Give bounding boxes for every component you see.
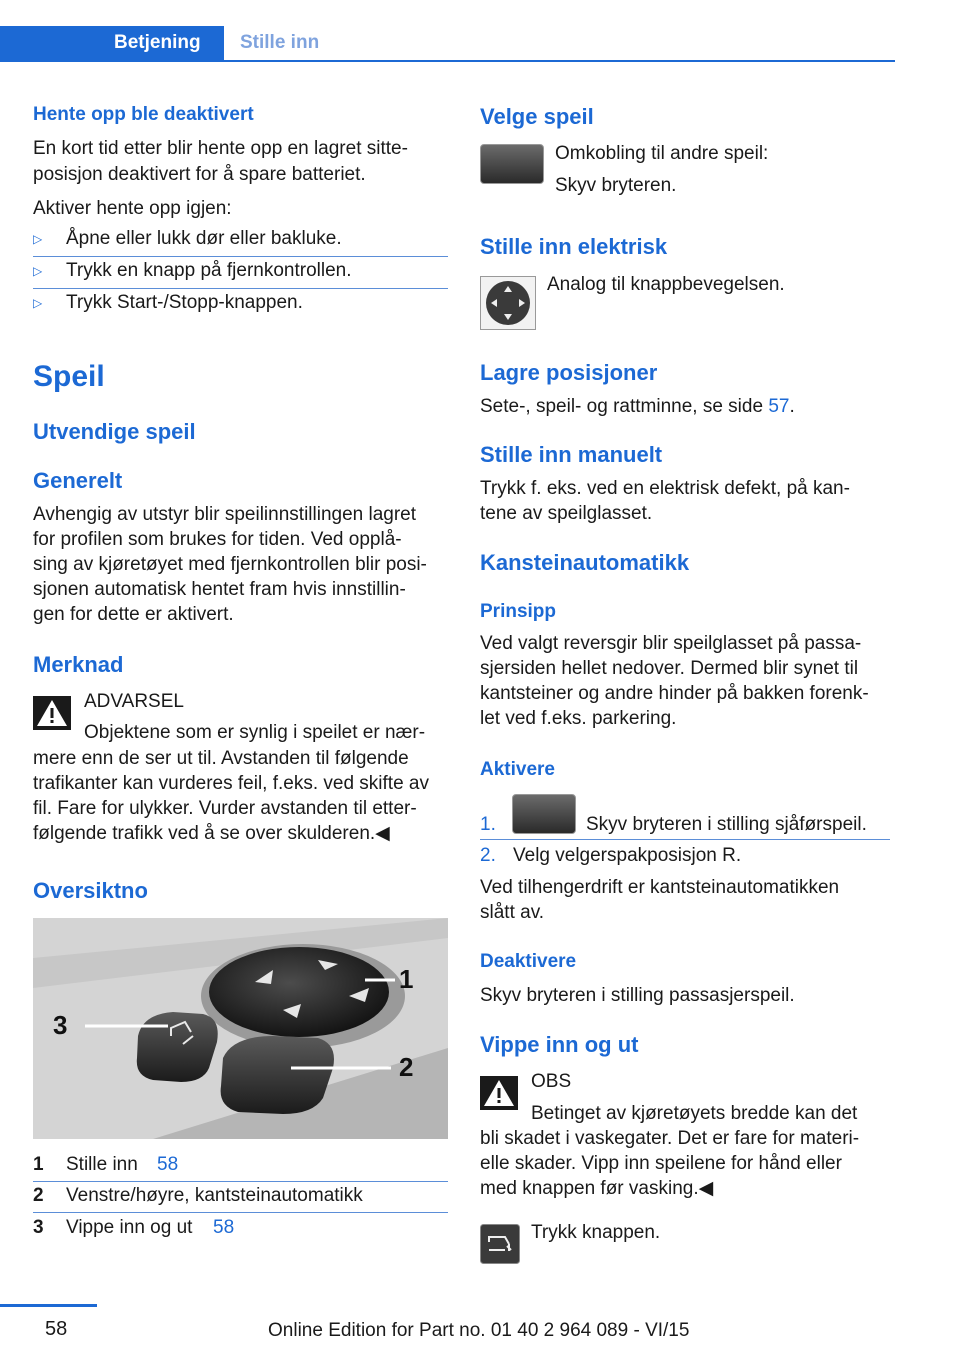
prinsipp-line: let ved f.eks. parkering. (480, 708, 677, 729)
manuelt-line1: Trykk f. eks. ved en elektrisk defekt, på kan- (480, 478, 850, 499)
heading-generelt: Generelt (33, 468, 123, 493)
velge-text-line2: Skyv bryteren. (555, 175, 677, 196)
tab-betjening[interactable]: Betjening (0, 26, 224, 62)
generelt-line: sing av kjøretøyet med fjernkontrollen blir posi- (33, 554, 427, 575)
triangle-bullet-icon: ▷ (33, 232, 43, 246)
heading-utvendige-speil: Utvendige speil (33, 419, 196, 444)
mirror-selector-switch-icon (512, 794, 576, 834)
deaktivere-text: Skyv bryteren i stilling passasjerspeil. (480, 985, 795, 1006)
legend-row: 3 Vippe inn og ut 58 (33, 1217, 235, 1238)
tab-stille-inn[interactable]: Stille inn (240, 32, 320, 53)
page-ref-link[interactable]: 58 (157, 1154, 179, 1175)
heading-velge-speil: Velge speil (480, 104, 594, 129)
divider (33, 256, 448, 257)
heading-deaktivere: Deaktivere (480, 951, 577, 972)
page-ref-link[interactable]: 58 (213, 1217, 235, 1238)
obs-label: OBS (531, 1071, 572, 1092)
manuelt-line2: tene av speilglasset. (480, 503, 653, 524)
mirror-adjust-pad-icon (480, 276, 536, 330)
triangle-bullet-icon: ▷ (33, 264, 43, 278)
heading-merknad: Merknad (33, 652, 124, 677)
heading-hente-opp: Hente opp ble deaktivert (33, 104, 254, 125)
trykk-text: Trykk knappen. (531, 1222, 661, 1243)
heading-speil: Speil (33, 360, 105, 393)
page-number: 58 (45, 1318, 68, 1340)
generelt-line: gen for dette er aktivert. (33, 604, 234, 625)
header-tabs (0, 26, 895, 62)
legend-row: 2 Venstre/høyre, kantsteinautomatikk (33, 1185, 363, 1206)
bullet-item: ▷ Åpne eller lukk dør eller bakluke. (33, 228, 342, 249)
prinsipp-line: kantsteiner og andre hinder på bakken forenk- (480, 683, 869, 704)
heading-lagre-posisjoner: Lagre posisjoner (480, 360, 658, 385)
mirror-control-photo (33, 918, 448, 1139)
obs-line: elle skader. Vipp inn speilene for hånd eller (480, 1153, 842, 1174)
divider (33, 288, 448, 289)
divider (33, 1212, 448, 1213)
footer-edition: Online Edition for Part no. 01 40 2 964 089 - VI/15 (268, 1320, 690, 1341)
velge-text-line1: Omkobling til andre speil: (555, 143, 769, 164)
hente-paragraph-line1: En kort tid etter blir hente opp en lagret sitte- (33, 138, 408, 159)
heading-oversikt: Oversiktno (33, 878, 148, 903)
warning-line: trafikanter kan vurderes feil, f.eks. ved skifte av (33, 773, 430, 794)
heading-prinsipp: Prinsipp (480, 601, 557, 622)
generelt-line: for profilen som brukes for tiden. Ved opplå- (33, 529, 402, 550)
page-ref-link[interactable]: 57 (768, 396, 790, 417)
step-item: 2. Velg velgerspakposisjon R. (480, 845, 742, 866)
obs-text-first: Betinget av kjøretøyets bredde kan det (531, 1103, 858, 1124)
heading-stille-inn-manuelt: Stille inn manuelt (480, 442, 663, 467)
mirror-switch-illustration (33, 918, 448, 1139)
hente-paragraph-2: Aktiver hente opp igjen: (33, 198, 232, 219)
footer-rule (0, 1304, 97, 1307)
obs-line: bli skadet i vaskegater. Det er fare for materi- (480, 1128, 860, 1149)
warning-line: fil. Fare for ulykker. Vurder avstanden til etter- (33, 798, 417, 819)
heading-aktivere: Aktivere (480, 759, 555, 780)
obs-line: med knappen før vasking.◀ (480, 1178, 714, 1199)
elektrisk-text: Analog til knappbevegelsen. (547, 274, 785, 295)
legend-row: 1 Stille inn 58 (33, 1154, 179, 1175)
tilhenger-line1: Ved tilhengerdrift er kantsteinautomatikken (480, 877, 840, 898)
prinsipp-line: Ved valgt reversgir blir speilglasset på passa- (480, 633, 862, 654)
generelt-line: Avhengig av utstyr blir speilinnstillingen lagret (33, 504, 417, 525)
warning-text-first: Objektene som er synlig i speilet er nær- (84, 722, 426, 743)
hente-paragraph-line2: posisjon deaktivert for å spare batteriet. (33, 164, 366, 185)
fold-mirror-button-icon (480, 1224, 520, 1264)
photo-callout-3: 3 (53, 1010, 68, 1040)
caution-icon (480, 1076, 518, 1110)
bullet-item: ▷ Trykk Start-/Stopp-knappen. (33, 292, 303, 313)
divider (33, 1181, 448, 1182)
header-rule (224, 60, 895, 62)
lagre-paragraph: Sete-, speil- og rattminne, se side 57. (480, 396, 795, 417)
step-item: 1. Skyv bryteren i stilling sjåførspeil. (480, 794, 890, 836)
heading-vippe-inn-og-ut: Vippe inn og ut (480, 1032, 639, 1057)
generelt-line: sjonen automatisk hentet fram hvis innstillin- (33, 579, 406, 600)
divider (480, 839, 890, 840)
warning-icon (33, 696, 71, 730)
heading-kansteinautomatikk: Kansteinautomatikk (480, 550, 690, 575)
photo-callout-1: 1 (399, 964, 414, 994)
heading-stille-inn-elektrisk: Stille inn elektrisk (480, 234, 668, 259)
warning-line: mere enn de ser ut til. Avstanden til følgende (33, 748, 409, 769)
prinsipp-line: sjersiden hellet nedover. Dermed blir synet til (480, 658, 859, 679)
photo-callout-2: 2 (399, 1052, 414, 1082)
bullet-item: ▷ Trykk en knapp på fjernkontrollen. (33, 260, 352, 281)
mirror-selector-switch-icon (480, 144, 544, 184)
triangle-bullet-icon: ▷ (33, 296, 43, 310)
tilhenger-line2: slått av. (480, 902, 545, 923)
warning-line: følgende trafikk ved å se over skulderen.◀ (33, 823, 390, 844)
warning-label: ADVARSEL (84, 691, 184, 712)
